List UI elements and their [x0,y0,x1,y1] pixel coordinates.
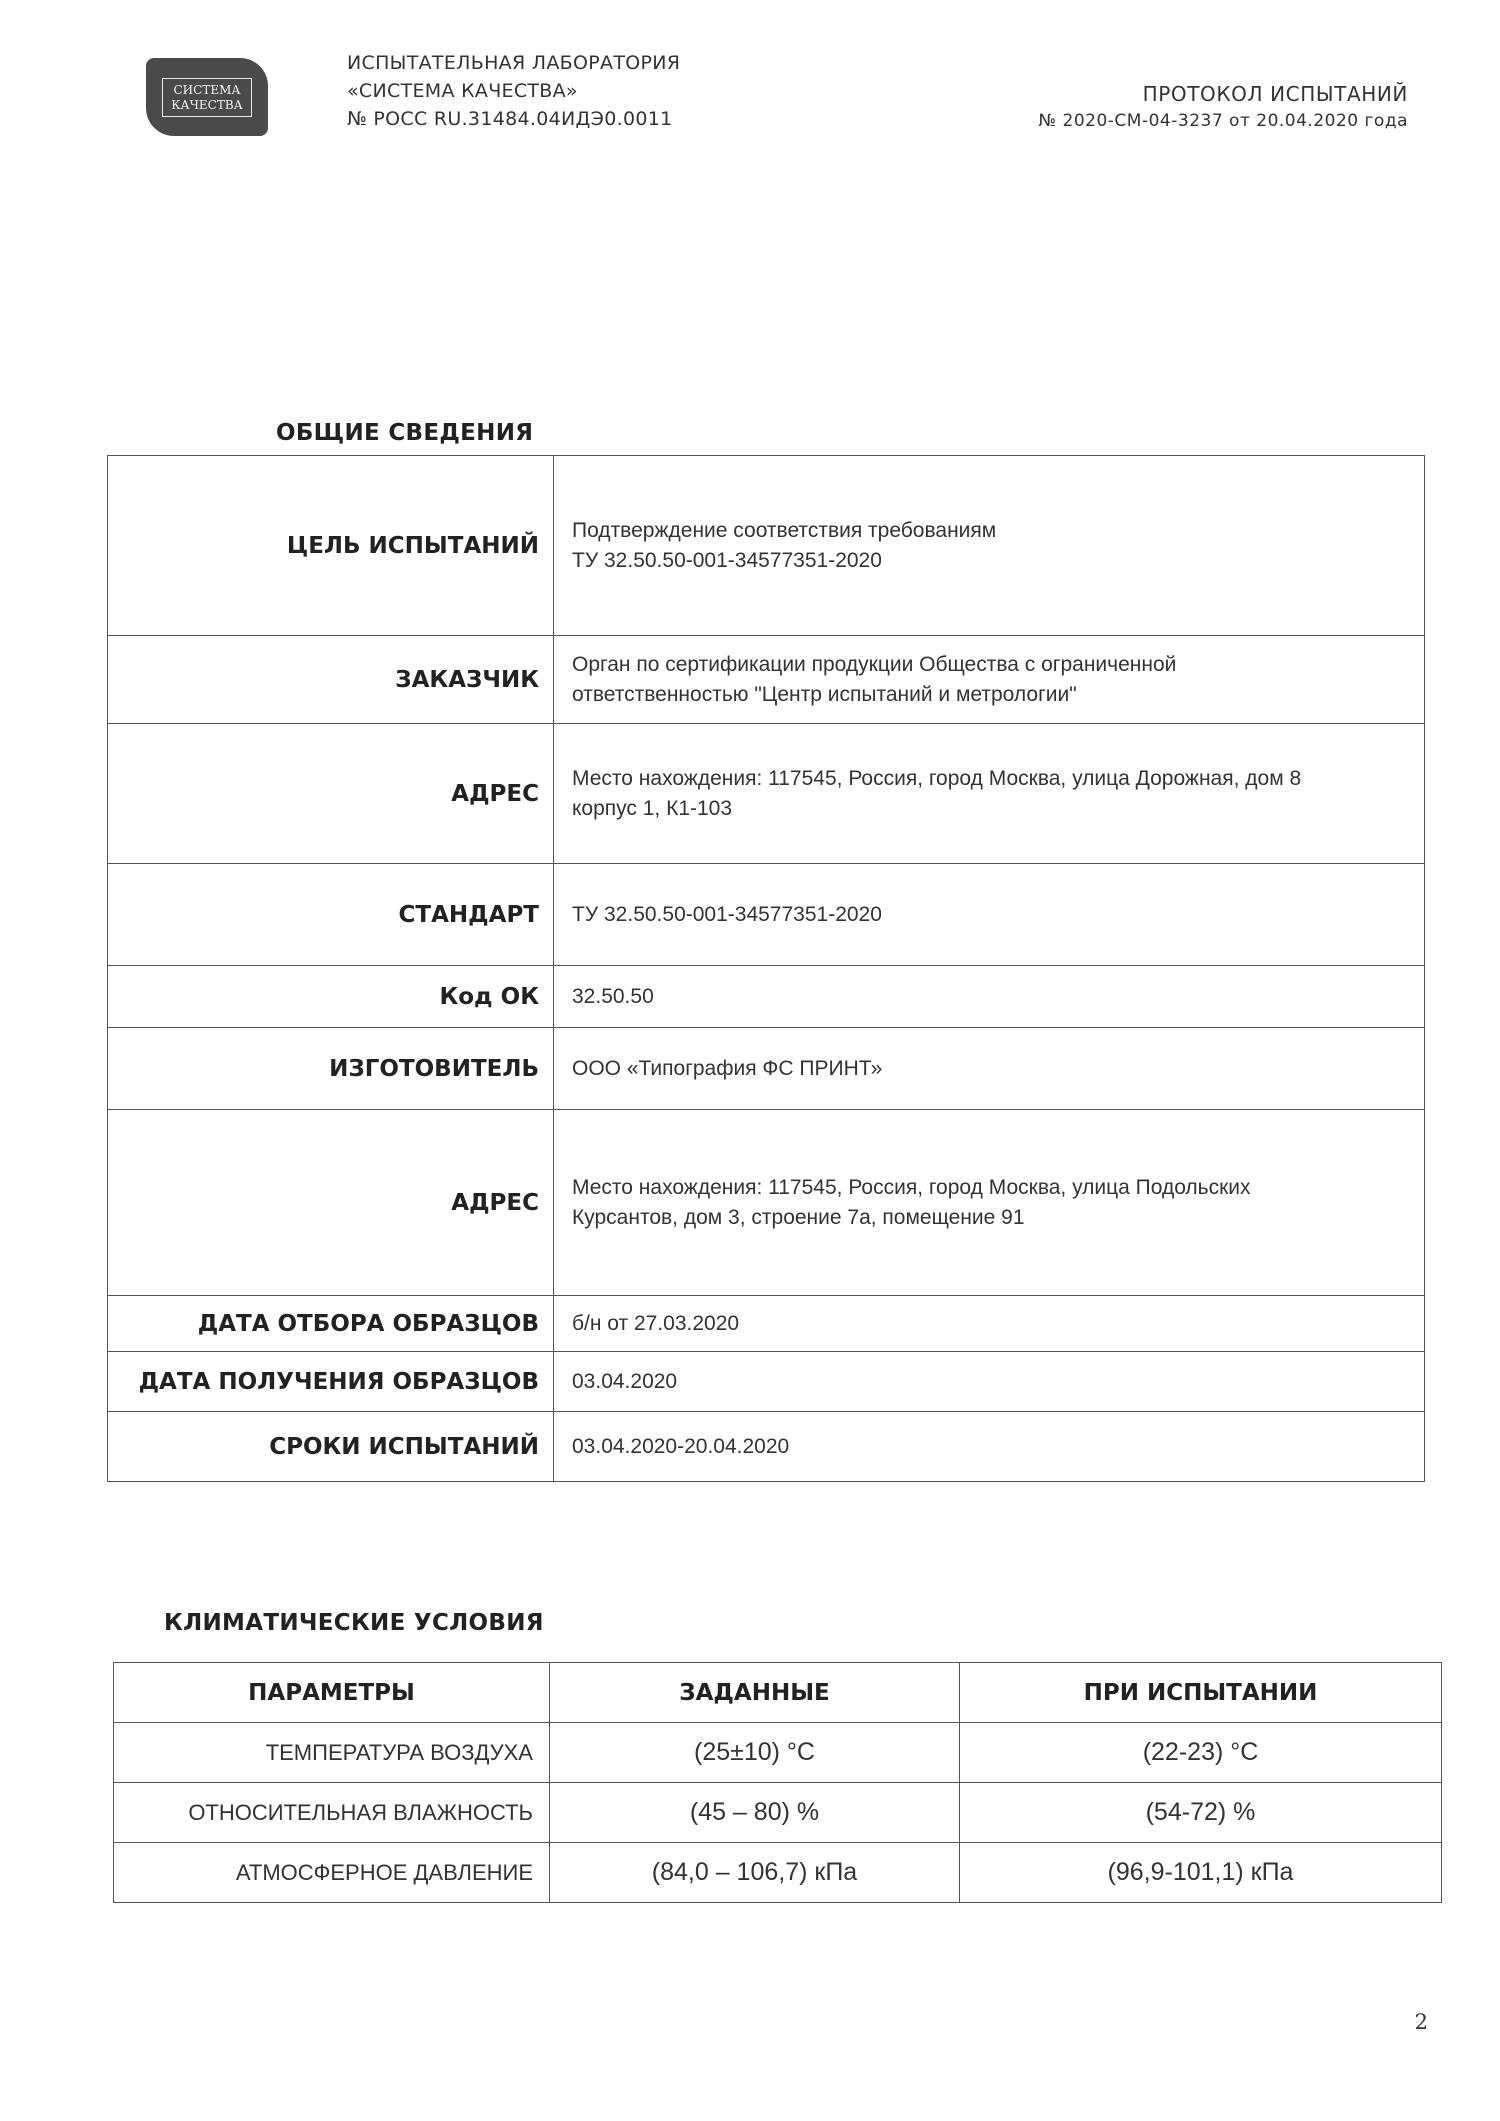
row-label: ДАТА ОТБОРА ОБРАЗЦОВ [108,1296,554,1352]
row-label: АДРЕС [108,724,554,864]
protocol-info [1038,80,1408,134]
row-value: Подтверждение соответствия требованиям ТУ 32.50.50-001-34577351-2020 [554,456,1425,636]
lab-name: ИСПЫТАТЕЛЬНАЯ ЛАБОРАТОРИЯ [347,52,681,74]
table-row [114,1783,1442,1843]
row-value: ООО «Типография ФС ПРИНТ» [554,1028,1425,1110]
row-label: ЦЕЛЬ ИСПЫТАНИЙ [108,456,554,636]
lab-info [347,49,680,133]
column-header: ЗАДАННЫЕ [550,1663,960,1723]
table-row [108,636,1425,724]
table-row [108,456,1425,636]
table-row [108,1352,1425,1412]
table-row [108,864,1425,966]
table-row [114,1843,1442,1903]
row-value: 03.04.2020-20.04.2020 [554,1412,1425,1482]
lab-accreditation-number: № РОСС RU.31484.04ИДЭ0.0011 [347,108,673,130]
row-value: б/н от 27.03.2020 [554,1296,1425,1352]
parameter-required: (45 – 80) % [550,1783,960,1843]
parameter-name: ТЕМПЕРАТУРА ВОЗДУХА [114,1723,550,1783]
row-value: Орган по сертификации продукции Общества с ограниченной ответственностью "Центр испытаний и метрологии" [554,636,1425,724]
row-label: Код ОК [108,966,554,1028]
table-row [108,966,1425,1028]
row-value: ТУ 32.50.50-001-34577351-2020 [554,864,1425,966]
row-label: АДРЕС [108,1110,554,1296]
table-header-row [114,1663,1442,1723]
protocol-title: ПРОТОКОЛ ИСПЫТАНИЙ [1142,82,1408,106]
column-header: ПРИ ИСПЫТАНИИ [960,1663,1442,1723]
protocol-number: № 2020-СМ-04-3237 от 20.04.2020 года [1038,111,1408,131]
parameter-actual: (54-72) % [960,1783,1442,1843]
row-label: СТАНДАРТ [108,864,554,966]
table-row [108,1412,1425,1482]
parameter-actual: (22-23) °С [960,1723,1442,1783]
table-row [114,1723,1442,1783]
row-value: 03.04.2020 [554,1352,1425,1412]
row-label: ДАТА ПОЛУЧЕНИЯ ОБРАЗЦОВ [108,1352,554,1412]
row-label: ИЗГОТОВИТЕЛЬ [108,1028,554,1110]
lab-logo [146,58,268,136]
row-value: 32.50.50 [554,966,1425,1028]
general-section-title: ОБЩИЕ СВЕДЕНИЯ [276,420,534,446]
parameter-required: (25±10) °С [550,1723,960,1783]
lab-brand: «СИСТЕМА КАЧЕСТВА» [347,80,578,102]
parameter-name: АТМОСФЕРНОЕ ДАВЛЕНИЕ [114,1843,550,1903]
climate-table [113,1662,1442,1903]
page-number: 2 [1414,2010,1428,2034]
row-value: Место нахождения: 117545, Россия, город Москва, улица Подольских Курсантов, дом 3, строение 7а, помещение 91 [554,1110,1425,1296]
lab-logo-text: СИСТЕМА КАЧЕСТВА [162,78,252,117]
parameter-name: ОТНОСИТЕЛЬНАЯ ВЛАЖНОСТЬ [114,1783,550,1843]
table-row [108,1028,1425,1110]
table-row [108,1110,1425,1296]
climate-section-title: КЛИМАТИЧЕСКИЕ УСЛОВИЯ [164,1610,544,1636]
table-row [108,724,1425,864]
row-label: ЗАКАЗЧИК [108,636,554,724]
general-info-table [107,455,1425,1482]
parameter-required: (84,0 – 106,7) кПа [550,1843,960,1903]
table-row [108,1296,1425,1352]
row-label: СРОКИ ИСПЫТАНИЙ [108,1412,554,1482]
parameter-actual: (96,9-101,1) кПа [960,1843,1442,1903]
column-header: ПАРАМЕТРЫ [114,1663,550,1723]
row-value: Место нахождения: 117545, Россия, город Москва, улица Дорожная, дом 8 корпус 1, К1-103 [554,724,1425,864]
